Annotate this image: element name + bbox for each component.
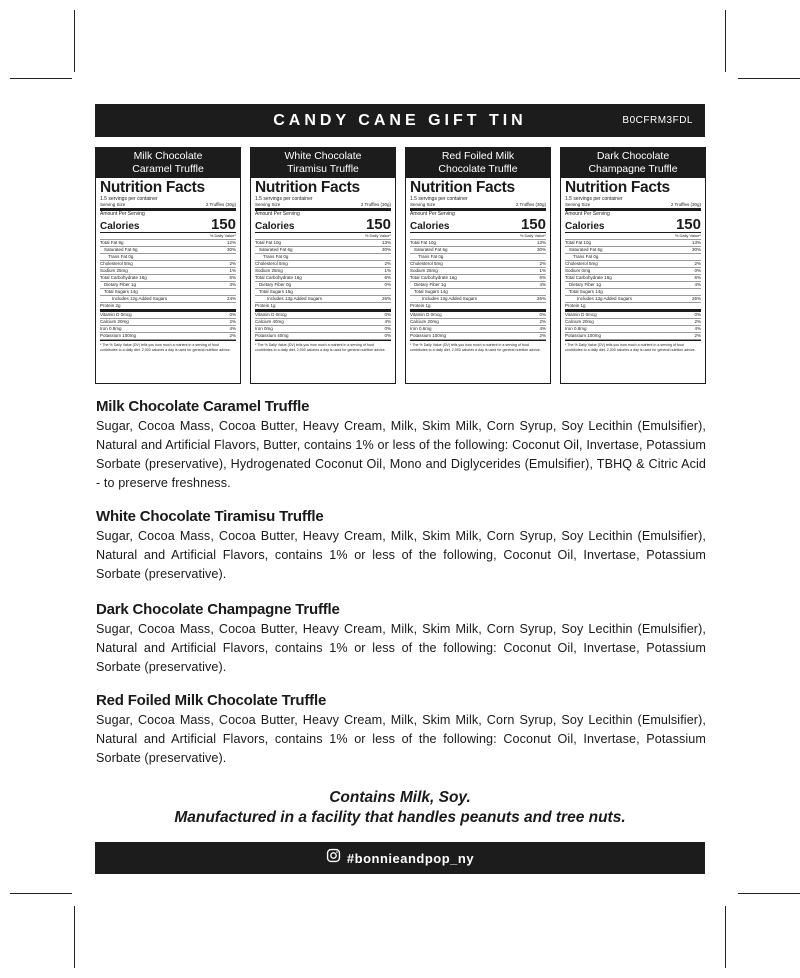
- nutrient-row: [410, 296, 546, 303]
- allergen-line1: Contains Milk, Soy.: [329, 789, 471, 806]
- nutrient-dv: 2%: [539, 261, 546, 266]
- nutrient-label: Total Carbohydrate 16g: [255, 275, 302, 280]
- servings-per-container: 1.5 servings per container: [100, 196, 158, 202]
- micronutrient-row: [255, 319, 391, 326]
- micronutrient-label: Vitamin D 0mcg: [100, 312, 132, 317]
- daily-value-label: % Daily Value*: [100, 233, 236, 240]
- nutrient-label: Protein 1g: [410, 303, 431, 308]
- nutrient-row: [410, 268, 546, 275]
- micronutrient-label: Potassium 40mg: [255, 333, 289, 338]
- micronutrient-row: [410, 326, 546, 333]
- nutrient-label: Includes 13g Added Sugars: [577, 296, 633, 301]
- servings-per-container: 1.5 servings per container: [410, 196, 468, 202]
- nutrient-dv: 13%: [536, 240, 546, 245]
- nutrient-label: Cholesterol 5mg: [565, 261, 598, 266]
- amount-per-serving: Amount Per Serving: [565, 211, 610, 217]
- servings-per-container: 1.5 servings per container: [565, 196, 623, 202]
- nutrient-row: [565, 254, 701, 261]
- ingredient-title: Milk Chocolate Caramel Truffle: [96, 398, 310, 415]
- nutrient-row: [255, 268, 391, 275]
- crop-mark: [74, 10, 75, 72]
- nutrient-dv: 2%: [694, 261, 701, 266]
- nutrient-row: [100, 240, 236, 247]
- nutrient-dv: 30%: [691, 247, 701, 252]
- amount-per-serving: Amount Per Serving: [255, 211, 300, 217]
- micronutrient-rows: [410, 312, 546, 341]
- micronutrient-dv: 2%: [229, 333, 236, 338]
- micronutrient-row: [410, 319, 546, 326]
- serving-size-row: [410, 202, 546, 211]
- serving-size-label: Serving Size: [410, 202, 436, 207]
- sku-code: B0CFRM3FDL: [622, 115, 693, 126]
- nutrient-label: Total Sugars 15g: [259, 289, 293, 294]
- micronutrient-dv: 4%: [539, 326, 546, 331]
- nutrient-row: [100, 254, 236, 261]
- micronutrient-row: [565, 333, 701, 340]
- nutrient-row: [100, 303, 236, 312]
- daily-value-label: % Daily Value*: [565, 233, 701, 240]
- micronutrient-row: [100, 319, 236, 326]
- nutrient-dv: 6%: [229, 275, 236, 280]
- serving-size-value: 2 Truffles (30g): [360, 202, 391, 207]
- nutrient-label: Trans Fat 0g: [573, 254, 599, 259]
- nutrient-dv: 26%: [536, 296, 546, 301]
- nutrient-label: Includes 13g Added Sugars: [267, 296, 323, 301]
- nutrient-dv: 4%: [694, 282, 701, 287]
- calories-label: Calories: [410, 221, 450, 232]
- micronutrient-dv: 0%: [694, 312, 701, 317]
- micronutrient-label: Iron 0mg: [255, 326, 273, 331]
- serving-size-row: [100, 202, 236, 211]
- calories-label: Calories: [565, 221, 605, 232]
- nutrient-row: [565, 303, 701, 312]
- ingredient-title: Red Foiled Milk Chocolate Truffle: [96, 692, 327, 709]
- nutrient-row: [565, 240, 701, 247]
- nutrient-dv: 3%: [229, 282, 236, 287]
- panel-title: [96, 148, 240, 178]
- micronutrient-dv: 0%: [384, 312, 391, 317]
- micronutrient-row: [565, 312, 701, 319]
- nutrient-label: Total Fat 9g: [100, 240, 124, 245]
- micronutrient-label: Vitamin D 0mcg: [255, 312, 287, 317]
- micronutrient-dv: 2%: [539, 333, 546, 338]
- nutrient-label: Total Fat 10g: [410, 240, 437, 245]
- nutrient-row: [100, 289, 236, 296]
- micronutrient-row: [100, 312, 236, 319]
- serving-size-label: Serving Size: [565, 202, 591, 207]
- nutrient-rows: [100, 240, 236, 312]
- nutrition-panel: [95, 147, 241, 384]
- micronutrient-dv: 0%: [229, 312, 236, 317]
- micronutrient-row: [255, 326, 391, 333]
- serving-size-label: Serving Size: [100, 202, 126, 207]
- ingredient-text: Sugar, Cocoa Mass, Cocoa Butter, Heavy Cream, Milk, Skim Milk, Corn Syrup, Soy Lecithin (Emulsifier), Natural and Artificial Flavors, Butter, contains 1% or less of the following: Coconut Oil, Invertase, Potassium Sorbate (preservative), Hydrogenated Coconut Oil, Mono and Diglycerides (Emulsifier), TBHQ & Citric Acid - to preserve freshness.: [96, 419, 706, 490]
- nutrient-dv: 0%: [384, 282, 391, 287]
- panel-footnote: * The % Daily Value (DV) tells you how much a nutrient in a serving of food contributes to a daily diet. 2,000 calories a day is used for general nutrition advice.: [565, 343, 696, 352]
- crop-mark: [738, 893, 800, 894]
- nutrient-row: [565, 282, 701, 289]
- nutrient-dv: 30%: [536, 247, 546, 252]
- allergen-line2: Manufactured in a facility that handles peanuts and tree nuts.: [174, 809, 626, 826]
- nutrition-panel: [405, 147, 551, 384]
- panel-title: [561, 148, 705, 178]
- serving-size-value: 2 Truffles (30g): [515, 202, 546, 207]
- micronutrient-label: Potassium 100mg: [410, 333, 447, 338]
- nutrient-row: [410, 282, 546, 289]
- panel-title-line2: Tiramisu Truffle: [287, 163, 359, 175]
- nutrient-rows: [410, 240, 546, 312]
- nutrient-label: Sodium 0mg: [565, 268, 591, 273]
- nutrient-row: [255, 282, 391, 289]
- micronutrient-row: [410, 312, 546, 319]
- nutrient-label: Total Sugars 14g: [104, 289, 138, 294]
- micronutrient-row: [100, 333, 236, 340]
- micronutrient-row: [255, 312, 391, 319]
- nutrient-label: Dietary Fiber 1g: [104, 282, 137, 287]
- nutrient-dv: 24%: [226, 296, 236, 301]
- header-banner: [95, 104, 705, 137]
- calories-label: Calories: [255, 221, 295, 232]
- micronutrient-rows: [565, 312, 701, 341]
- nutrient-label: Total Fat 10g: [565, 240, 592, 245]
- nutrition-facts: [561, 178, 705, 352]
- nutrient-row: [410, 240, 546, 247]
- nutrient-dv: 13%: [381, 240, 391, 245]
- nutrient-dv: 0%: [694, 268, 701, 273]
- calories-row: [255, 217, 391, 233]
- nutrient-row: [410, 261, 546, 268]
- serving-size-row: [565, 202, 701, 211]
- nutrient-label: Total Carbohydrate 16g: [565, 275, 612, 280]
- micronutrient-dv: 2%: [694, 319, 701, 324]
- ingredients-red-foiled: [96, 691, 706, 768]
- micronutrient-dv: 2%: [539, 319, 546, 324]
- crop-mark: [74, 906, 75, 968]
- micronutrient-dv: 0%: [384, 326, 391, 331]
- nutrient-dv: 30%: [381, 247, 391, 252]
- ingredient-text: Sugar, Cocoa Mass, Cocoa Butter, Heavy Cream, Milk, Skim Milk, Corn Syrup, Soy Lecithin (Emulsifier), Natural and Artificial Flavors, contains 1% or less of the following: Coconut Oil, Invertase, Potassium Sorbate (preservative).: [96, 622, 706, 674]
- panel-title-line2: Chocolate Truffle: [438, 163, 518, 175]
- footer-banner: [95, 842, 705, 874]
- micronutrient-dv: 0%: [384, 333, 391, 338]
- nutrient-row: [255, 247, 391, 254]
- nutrient-dv: 26%: [691, 296, 701, 301]
- panel-title: [251, 148, 395, 178]
- nutrient-label: Cholesterol 5mg: [255, 261, 288, 266]
- ingredients-white-tiramisu: [96, 507, 706, 584]
- nutrient-label: Dietary Fiber 1g: [569, 282, 602, 287]
- nutrient-label: Dietary Fiber 0g: [259, 282, 292, 287]
- crop-mark: [725, 10, 726, 72]
- nutrient-row: [255, 240, 391, 247]
- micronutrient-row: [565, 319, 701, 326]
- micronutrient-row: [410, 333, 546, 340]
- serving-size-value: 2 Truffles (30g): [670, 202, 701, 207]
- nutrient-label: Total Fat 10g: [255, 240, 282, 245]
- amount-per-serving: Amount Per Serving: [410, 211, 455, 217]
- crop-mark: [738, 78, 800, 79]
- nutrient-row: [565, 247, 701, 254]
- calories-row: [100, 217, 236, 233]
- nutrient-dv: 2%: [229, 261, 236, 266]
- nutrient-row: [410, 275, 546, 282]
- panel-footnote: * The % Daily Value (DV) tells you how much a nutrient in a serving of food contributes to a daily diet. 2,000 calories a day is used for general nutrition advice.: [100, 343, 231, 352]
- nutrient-row: [255, 275, 391, 282]
- calories-value: 150: [520, 216, 546, 233]
- nutrient-label: Total Sugars 14g: [569, 289, 603, 294]
- ingredient-title: White Chocolate Tiramisu Truffle: [96, 508, 324, 525]
- nutrient-row: [565, 296, 701, 303]
- social-handle: #bonnieandpop_ny: [346, 850, 475, 866]
- nutrient-dv: 26%: [381, 296, 391, 301]
- nutrient-row: [100, 275, 236, 282]
- ingredients-dark-champagne: [96, 600, 706, 677]
- nutrient-row: [100, 282, 236, 289]
- nutrient-label: Sodium 25mg: [100, 268, 128, 273]
- nutrient-label: Sodium 25mg: [255, 268, 283, 273]
- nutrient-row: [255, 296, 391, 303]
- serving-size-value: 2 Truffles (30g): [205, 202, 236, 207]
- serving-size-row: [255, 202, 391, 211]
- nutrient-row: [255, 254, 391, 261]
- micronutrient-dv: 2%: [229, 319, 236, 324]
- micronutrient-label: Vitamin D 0mcg: [410, 312, 442, 317]
- micronutrient-row: [565, 326, 701, 333]
- nutrient-row: [255, 261, 391, 268]
- nutrient-dv: 6%: [694, 275, 701, 280]
- micronutrient-dv: 4%: [384, 319, 391, 324]
- nutrient-dv: 1%: [384, 268, 391, 273]
- micronutrient-dv: 0%: [539, 312, 546, 317]
- calories-value: 150: [365, 216, 391, 233]
- micronutrient-label: Calcium 20mg: [410, 319, 439, 324]
- nutrition-panel: [560, 147, 706, 384]
- nutrient-label: Protein 1g: [255, 303, 276, 308]
- allergen-statement: [95, 788, 705, 828]
- instagram-icon: [326, 848, 341, 868]
- panel-footnote: * The % Daily Value (DV) tells you how much a nutrient in a serving of food contributes to a daily diet. 2,000 calories a day is used for general nutrition advice.: [410, 343, 541, 352]
- micronutrient-label: Calcium 20mg: [100, 319, 129, 324]
- nutrient-dv: 4%: [539, 282, 546, 287]
- micronutrient-row: [255, 333, 391, 340]
- nutrient-label: Cholesterol 5mg: [100, 261, 133, 266]
- nutrient-row: [100, 296, 236, 303]
- nutrient-label: Protein 1g: [565, 303, 586, 308]
- panel-footnote: * The % Daily Value (DV) tells you how much a nutrient in a serving of food contributes to a daily diet. 2,000 calories a day is used for general nutrition advice.: [255, 343, 386, 352]
- nutrient-label: Sodium 25mg: [410, 268, 438, 273]
- daily-value-label: % Daily Value*: [410, 233, 546, 240]
- nutrient-dv: 6%: [384, 275, 391, 280]
- micronutrient-label: Vitamin D 0mcg: [565, 312, 597, 317]
- crop-mark: [725, 906, 726, 968]
- nutrient-row: [100, 261, 236, 268]
- serving-size-label: Serving Size: [255, 202, 281, 207]
- nutrient-row: [410, 289, 546, 296]
- panel-title-line2: Champagne Truffle: [588, 163, 678, 175]
- nutrient-rows: [565, 240, 701, 312]
- nutrient-label: Cholesterol 5mg: [410, 261, 443, 266]
- nutrient-label: Total Carbohydrate 16g: [100, 275, 147, 280]
- nutrient-row: [410, 247, 546, 254]
- nutrient-dv: 1%: [229, 268, 236, 273]
- nutrient-label: Saturated Fat 6g: [259, 247, 293, 252]
- nutrition-panel: [250, 147, 396, 384]
- amount-per-serving: Amount Per Serving: [100, 211, 145, 217]
- panel-title-line1: Red Foiled Milk: [441, 150, 515, 162]
- nutrient-label: Trans Fat 0g: [108, 254, 134, 259]
- calories-row: [410, 217, 546, 233]
- micronutrient-label: Potassium 100mg: [565, 333, 602, 338]
- nutrient-row: [410, 303, 546, 312]
- crop-mark: [10, 893, 72, 894]
- micronutrient-label: Calcium 40mg: [255, 319, 284, 324]
- nutrition-facts: [406, 178, 550, 352]
- nutrient-row: [410, 254, 546, 261]
- nutrient-dv: 1%: [539, 268, 546, 273]
- nutrient-label: Total Sugars 14g: [414, 289, 448, 294]
- ingredient-text: Sugar, Cocoa Mass, Cocoa Butter, Heavy Cream, Milk, Skim Milk, Corn Syrup, Soy Lecithin (Emulsifier), Natural and Artificial Flavors, contains 1% or less of the following: Coconut Oil, Invertase, Potassium Sorbate (preservative).: [96, 713, 706, 765]
- calories-label: Calories: [100, 221, 140, 232]
- servings-per-container: 1.5 servings per container: [255, 196, 313, 202]
- nutrient-label: Trans Fat 0g: [418, 254, 444, 259]
- nutrient-row: [100, 268, 236, 275]
- micronutrient-row: [100, 326, 236, 333]
- nutrient-label: Trans Fat 0g: [263, 254, 289, 259]
- nutrient-label: Dietary Fiber 1g: [414, 282, 447, 287]
- nutrient-label: Includes 13g Added Sugars: [422, 296, 478, 301]
- nutrient-label: Saturated Fat 6g: [414, 247, 448, 252]
- nutrient-label: Includes 12g Added Sugars: [112, 296, 168, 301]
- nutrition-facts-heading: Nutrition Facts: [565, 179, 670, 196]
- nutrient-row: [255, 303, 391, 312]
- page-title: CANDY CANE GIFT TIN: [273, 112, 527, 129]
- micronutrient-label: Iron 0.6mg: [410, 326, 432, 331]
- panel-title-line1: Milk Chocolate: [133, 150, 203, 162]
- nutrient-label: Total Carbohydrate 16g: [410, 275, 457, 280]
- nutrient-row: [100, 247, 236, 254]
- panel-title-line2: Caramel Truffle: [132, 163, 204, 175]
- nutrient-rows: [255, 240, 391, 312]
- nutrient-label: Protein 2g: [100, 303, 121, 308]
- nutrient-label: Saturated Fat 6g: [104, 247, 138, 252]
- nutrient-row: [255, 289, 391, 296]
- panel-title-line1: Dark Chocolate: [596, 150, 670, 162]
- crop-mark: [10, 78, 72, 79]
- nutrition-facts: [96, 178, 240, 352]
- panel-title-line1: White Chocolate: [284, 150, 362, 162]
- micronutrient-label: Potassium 100mg: [100, 333, 137, 338]
- ingredient-title: Dark Chocolate Champagne Truffle: [96, 601, 340, 618]
- ingredients-milk-caramel: [96, 397, 706, 493]
- nutrition-facts-heading: Nutrition Facts: [255, 179, 360, 196]
- nutrient-row: [565, 261, 701, 268]
- nutrition-facts-heading: Nutrition Facts: [100, 179, 205, 196]
- nutrition-facts: [251, 178, 395, 352]
- micronutrient-rows: [255, 312, 391, 341]
- nutrient-dv: 30%: [226, 247, 236, 252]
- nutrient-dv: 6%: [539, 275, 546, 280]
- nutrient-row: [565, 289, 701, 296]
- ingredient-text: Sugar, Cocoa Mass, Cocoa Butter, Heavy Cream, Milk, Skim Milk, Corn Syrup, Soy Lecithin (Emulsifier), Natural and Artificial Flavors, contains 1% or less of the following, Coconut Oil, Invertase, Potassium Sorbate (preservative).: [96, 529, 706, 581]
- nutrient-row: [565, 275, 701, 282]
- micronutrient-label: Iron 0.8mg: [100, 326, 122, 331]
- nutrient-dv: 12%: [226, 240, 236, 245]
- calories-row: [565, 217, 701, 233]
- nutrition-facts-heading: Nutrition Facts: [410, 179, 515, 196]
- nutrient-row: [565, 268, 701, 275]
- nutrient-dv: 2%: [384, 261, 391, 266]
- calories-value: 150: [675, 216, 701, 233]
- micronutrient-label: Iron 0.8mg: [565, 326, 587, 331]
- nutrient-dv: 13%: [691, 240, 701, 245]
- micronutrient-rows: [100, 312, 236, 341]
- nutrition-panels: [95, 147, 705, 384]
- micronutrient-dv: 4%: [229, 326, 236, 331]
- panel-title: [406, 148, 550, 178]
- nutrient-label: Saturated Fat 6g: [569, 247, 603, 252]
- micronutrient-dv: 4%: [694, 326, 701, 331]
- daily-value-label: % Daily Value*: [255, 233, 391, 240]
- calories-value: 150: [210, 216, 236, 233]
- micronutrient-label: Calcium 20mg: [565, 319, 594, 324]
- micronutrient-dv: 2%: [694, 333, 701, 338]
